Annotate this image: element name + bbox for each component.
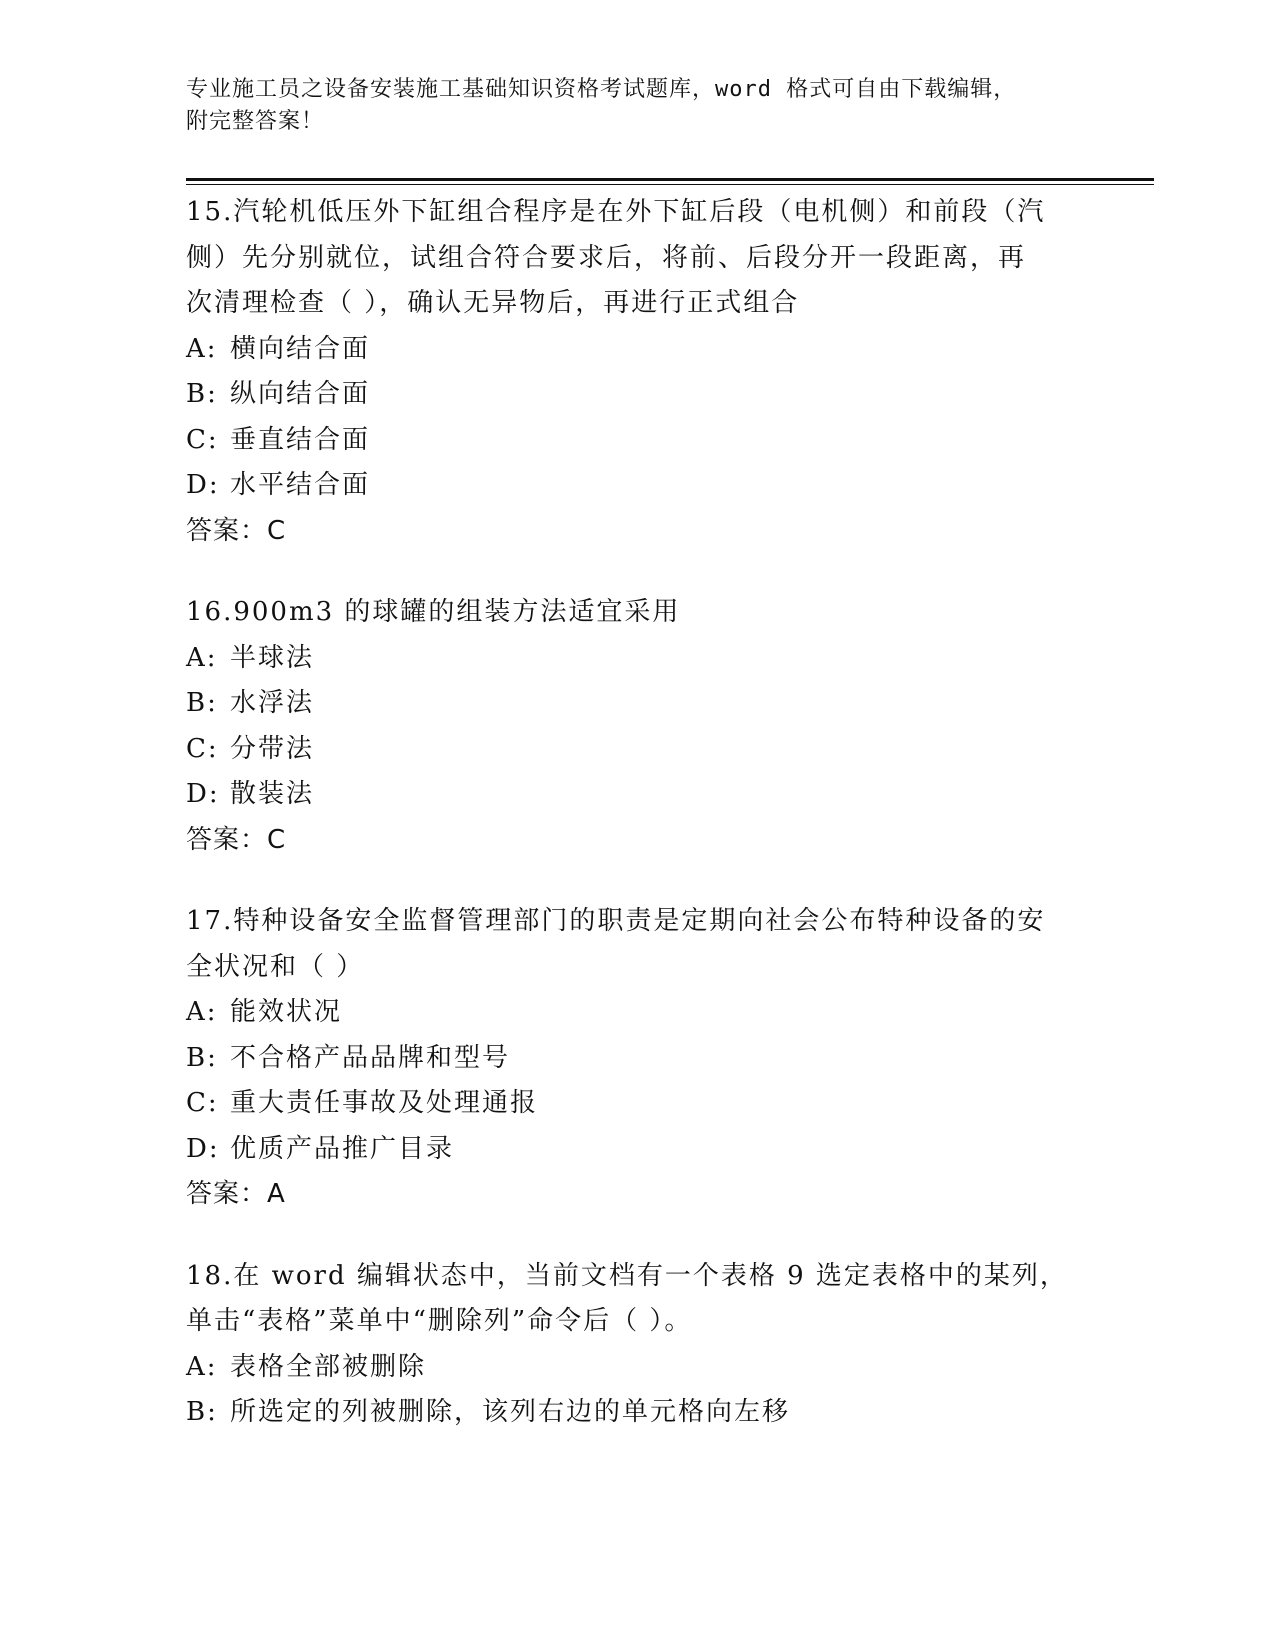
option-b <box>186 1036 1086 1082</box>
option-d <box>186 463 1086 509</box>
question-stem-line: 单击“表格”菜单中“删除列”命令后（ ）。 <box>186 1306 693 1336</box>
question-17 <box>186 899 1086 1218</box>
option-a <box>186 636 1086 682</box>
header-line-2: 附完整答案！ <box>186 109 325 134</box>
question-list <box>186 190 1086 1472</box>
answer-line: 答案：C <box>186 824 287 855</box>
question-stem-line: 次清理检查（ ），确认无异物后，再进行正式组合 <box>186 288 800 318</box>
option-text: 纵向结合面 <box>230 379 371 409</box>
question-stem-line: 18.在 word 编辑状态中，当前文档有一个表格 9 选定表格中的某列， <box>186 1260 1068 1291</box>
question-stem-line: 17.特种设备安全监督管理部门的职责是定期向社会公布特种设备的安 <box>186 906 1046 936</box>
option-text: 水平结合面 <box>230 470 371 500</box>
option-letter: A: <box>186 997 218 1027</box>
header-rule-thick <box>186 178 1154 181</box>
option-letter: B: <box>186 1397 218 1427</box>
answer-line: 答案：C <box>186 515 287 546</box>
question-stem-line: 侧）先分别就位，试组合符合要求后，将前、后段分开一段距离，再 <box>186 242 1027 273</box>
option-text: 重大责任事故及处理通报 <box>230 1088 539 1118</box>
option-letter: B: <box>186 1042 218 1073</box>
option-b <box>186 1390 1086 1436</box>
option-c <box>186 727 1086 773</box>
option-letter: B: <box>186 688 218 718</box>
document-header <box>186 74 1086 138</box>
option-a <box>186 990 1086 1036</box>
option-d <box>186 772 1086 818</box>
question-stem-line: 16.900m3 的球罐的组装方法适宜采用 <box>186 597 681 627</box>
option-text: 横向结合面 <box>230 333 371 364</box>
option-text: 表格全部被删除 <box>230 1351 427 1382</box>
option-a <box>186 1345 1086 1391</box>
option-letter: B: <box>186 379 218 409</box>
option-b <box>186 372 1086 418</box>
header-line-1: 专业施工员之设备安装施工基础知识资格考试题库，word 格式可自由下载编辑， <box>186 77 1017 102</box>
option-letter: D: <box>186 470 220 500</box>
option-letter: D: <box>186 779 220 809</box>
option-text: 所选定的列被删除，该列右边的单元格向左移 <box>230 1397 791 1427</box>
question-15 <box>186 190 1086 554</box>
question-stem-line: 全状况和（ ） <box>186 951 365 982</box>
option-letter: C: <box>186 733 219 764</box>
option-text: 不合格产品品牌和型号 <box>230 1042 511 1073</box>
option-text: 分带法 <box>230 733 315 764</box>
option-letter: D: <box>186 1133 220 1164</box>
option-text: 水浮法 <box>230 688 315 718</box>
option-letter: A: <box>186 333 218 364</box>
option-text: 优质产品推广目录 <box>230 1133 455 1164</box>
header-rule-thin <box>186 184 1154 185</box>
option-d <box>186 1127 1086 1173</box>
question-stem-line: 15.汽轮机低压外下缸组合程序是在外下缸后段（电机侧）和前段（汽 <box>186 197 1046 227</box>
question-18 <box>186 1254 1086 1436</box>
option-letter: A: <box>186 1351 218 1382</box>
option-letter: A: <box>186 642 218 673</box>
answer-line: 答案：A <box>186 1179 286 1209</box>
option-letter: C: <box>186 424 219 455</box>
question-16 <box>186 590 1086 863</box>
option-text: 能效状况 <box>230 997 343 1027</box>
option-c <box>186 1081 1086 1127</box>
option-text: 垂直结合面 <box>230 424 371 455</box>
option-a <box>186 327 1086 373</box>
option-letter: C: <box>186 1088 219 1118</box>
option-c <box>186 418 1086 464</box>
option-text: 散装法 <box>230 779 315 809</box>
option-b <box>186 681 1086 727</box>
option-text: 半球法 <box>230 642 315 673</box>
